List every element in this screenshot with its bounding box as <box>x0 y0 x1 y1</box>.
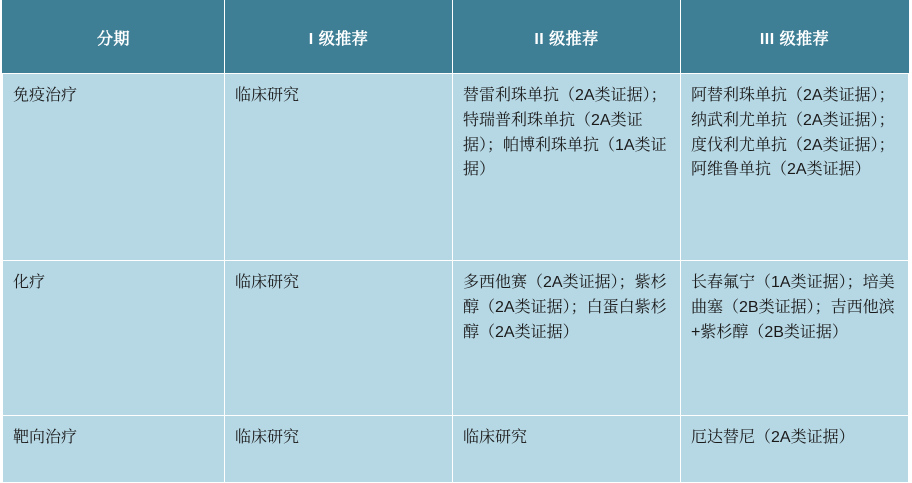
table-row <box>3 74 909 261</box>
table-header <box>3 1 909 74</box>
column-header-level-2: II 级推荐 <box>453 1 681 74</box>
cell-stage: 靶向治疗 <box>3 416 225 483</box>
cell-level-2: 临床研究 <box>453 416 681 483</box>
cell-level-1: 临床研究 <box>225 261 453 416</box>
table-body <box>3 74 909 483</box>
table-row <box>3 261 909 416</box>
cell-stage: 化疗 <box>3 261 225 416</box>
cell-level-3: 阿替利珠单抗（2A类证据）；纳武利尤单抗（2A类证据）；度伐利尤单抗（2A类证据）；阿维鲁单抗（2A类证据） <box>681 74 909 261</box>
cell-level-1: 临床研究 <box>225 416 453 483</box>
cell-level-2: 多西他赛（2A类证据）；紫杉醇（2A类证据）；白蛋白紫杉醇（2A类证据） <box>453 261 681 416</box>
column-header-level-1: I 级推荐 <box>225 1 453 74</box>
cell-level-3: 长春氟宁（1A类证据）；培美曲塞（2B类证据）；吉西他滨+紫杉醇（2B类证据） <box>681 261 909 416</box>
recommendation-table <box>2 0 909 483</box>
cell-level-1: 临床研究 <box>225 74 453 261</box>
table-header-row <box>3 1 909 74</box>
cell-level-2: 替雷利珠单抗（2A类证据）；特瑞普利珠单抗（2A类证据）；帕博利珠单抗（1A类证据） <box>453 74 681 261</box>
cell-stage: 免疫治疗 <box>3 74 225 261</box>
cell-level-3: 厄达替尼（2A类证据） <box>681 416 909 483</box>
column-header-level-3: III 级推荐 <box>681 1 909 74</box>
column-header-stage: 分期 <box>3 1 225 74</box>
table-row <box>3 416 909 483</box>
